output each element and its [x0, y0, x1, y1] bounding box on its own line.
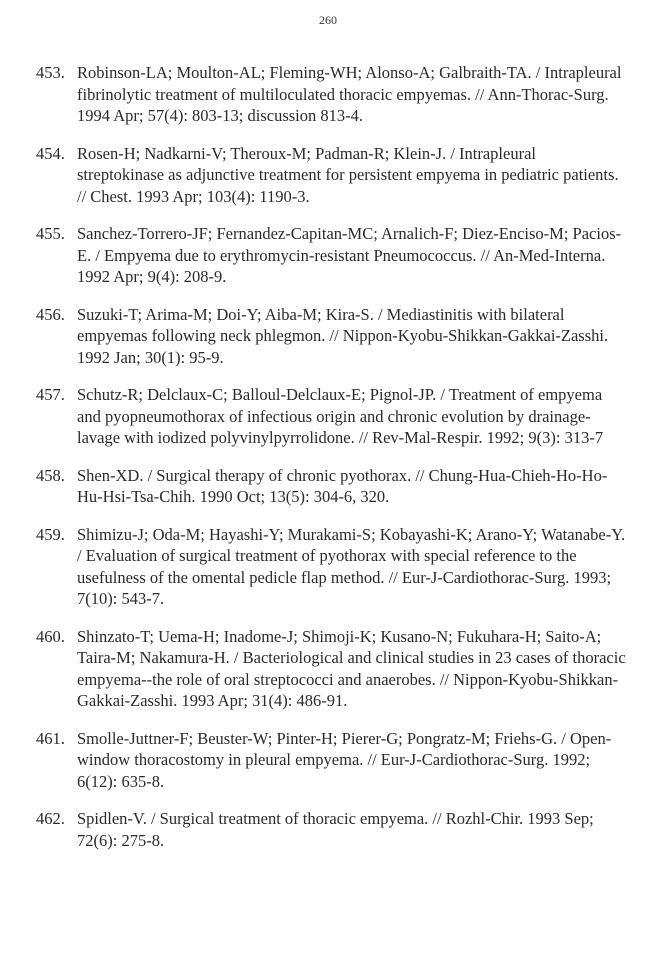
reference-number: 456.	[36, 304, 65, 324]
reference-number: 455.	[36, 224, 65, 243]
reference-item	[36, 304, 626, 369]
reference-item	[36, 626, 626, 712]
reference-number: 453.	[36, 63, 65, 82]
reference-item	[36, 728, 626, 793]
reference-list	[36, 62, 626, 867]
reference-text: Spidlen-V. / Surgical treatment of thoracic empyema. // Rozhl-Chir. 1993 Sep; 72(6): 275-8.	[77, 809, 594, 850]
reference-text: Smolle-Juttner-F; Beuster-W; Pinter-H; Pierer-G; Pongratz-M; Friehs-G. / Open-window thoracostomy in pleural empyema. // Eur-J-Cardiothorac-Surg. 1992; 6(12): 635-8.	[77, 728, 612, 791]
reference-text: Rosen-H; Nadkarni-V; Theroux-M; Padman-R; Klein-J. / Intrapleural streptokinase as adjunctive treatment for persistent empyema in pediatric patients. // Chest. 1993 Apr; 103(4): 1190-3.	[77, 143, 619, 206]
reference-item	[36, 465, 626, 508]
reference-number: 460.	[36, 626, 65, 646]
reference-item	[36, 62, 626, 127]
reference-text: Shimizu-J; Oda-M; Hayashi-Y; Murakami-S; Kobayashi-K; Arano-Y; Watanabe-Y. / Evaluation of surgical treatment of pyothorax with special reference to the usefulness of the omental pedicle flap method. // Eur-J-Cardiothorac-Surg. 1993; 7(10): 543-7.	[77, 524, 626, 608]
reference-number: 458.	[36, 465, 65, 485]
reference-number: 461.	[36, 728, 65, 748]
reference-item	[36, 223, 626, 288]
reference-text: Suzuki-T; Arima-M; Doi-Y; Aiba-M; Kira-S. / Mediastinitis with bilateral empyemas following neck phlegmon. // Nippon-Kyobu-Shikkan-Gakkai-Zasshi. 1992 Jan; 30(1): 95-9.	[77, 304, 609, 367]
reference-number: 454.	[36, 143, 65, 163]
reference-text: Schutz-R; Delclaux-C; Balloul-Delclaux-E; Pignol-JP. / Treatment of empyema and pyopneumothorax of infectious origin and chronic evolution by drainage-lavage with iodized polyvinylpyrrolidone. // Rev-Mal-Respir. 1992; 9(3): 313-7	[77, 385, 604, 447]
reference-text: Shen-XD. / Surgical therapy of chronic pyothorax. // Chung-Hua-Chieh-Ho-Ho-Hu-Hsi-Tsa-Chih. 1990 Oct; 13(5): 304-6, 320.	[77, 465, 608, 506]
reference-number: 462.	[36, 809, 65, 828]
reference-item	[36, 384, 626, 449]
reference-text: Sanchez-Torrero-JF; Fernandez-Capitan-MC; Arnalich-F; Diez-Enciso-M; Pacios-E. / Empyema due to erythromycin-resistant Pneumococcus. // An-Med-Interna. 1992 Apr; 9(4): 208-9.	[77, 224, 622, 286]
reference-number: 457.	[36, 385, 65, 404]
reference-item	[36, 143, 626, 208]
reference-item	[36, 808, 626, 851]
page-number: 260	[319, 13, 337, 27]
reference-item	[36, 524, 626, 610]
reference-text: Robinson-LA; Moulton-AL; Fleming-WH; Alonso-A; Galbraith-TA. / Intrapleural fibrinolytic treatment of multiloculated thoracic empyemas. // Ann-Thorac-Surg. 1994 Apr; 57(4): 803-13; discussion 813-4.	[77, 63, 622, 125]
reference-text: Shinzato-T; Uema-H; Inadome-J; Shimoji-K; Kusano-N; Fukuhara-H; Saito-A; Taira-M; Nakamura-H. / Bacteriological and clinical studies in 23 cases of thoracic empyema--the role of oral streptococci and anaerobes. // Nippon-Kyobu-Shikkan-Gakkai-Zasshi. 1993 Apr; 31(4): 486-91.	[77, 626, 626, 710]
reference-number: 459.	[36, 524, 65, 544]
